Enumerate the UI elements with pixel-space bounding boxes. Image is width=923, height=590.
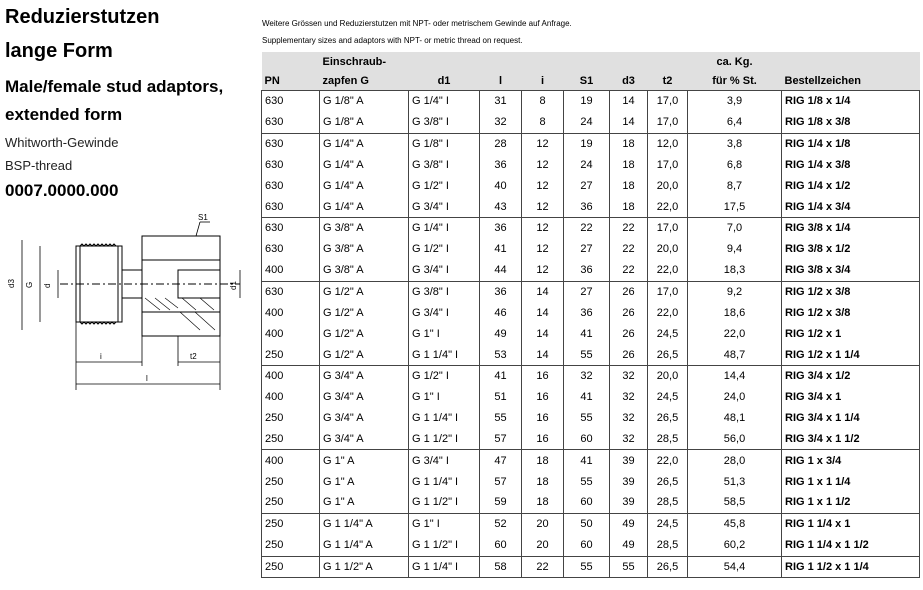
table-cell: 14	[610, 91, 648, 112]
table-header-top	[262, 52, 920, 71]
table-header	[262, 71, 920, 91]
table-row	[262, 196, 920, 217]
table-cell: 16	[522, 408, 564, 429]
table-cell: 36	[480, 155, 522, 176]
table-row	[262, 408, 920, 429]
table-cell: 17,0	[648, 218, 688, 239]
table-cell: 630	[262, 281, 320, 302]
table-cell: 51,3	[688, 471, 782, 492]
table-cell: 22,0	[648, 260, 688, 281]
label-d1: d1	[229, 281, 238, 290]
table-row	[262, 344, 920, 365]
table-cell: 27	[564, 175, 610, 196]
note-de: Weitere Grössen und Reduzierstutzen mit NPT- oder metrischem Gewinde auf Anfrage.	[262, 19, 572, 28]
table-cell: 24,5	[648, 387, 688, 408]
table-row	[262, 260, 920, 281]
table-cell: G 3/8" A	[320, 260, 409, 281]
table-cell: G 1 1/4" I	[409, 344, 480, 365]
table-cell: 20	[522, 513, 564, 534]
table-cell: 26,5	[648, 556, 688, 578]
table-cell: 41	[564, 387, 610, 408]
table-cell: 18	[522, 471, 564, 492]
table-cell: 14,4	[688, 365, 782, 386]
table-cell: 19	[564, 91, 610, 112]
table-row	[262, 535, 920, 556]
table-cell: 55	[610, 556, 648, 578]
table-cell: 18	[610, 196, 648, 217]
thread-de: Whitworth-Gewinde	[5, 135, 119, 150]
table-cell: G 1" I	[409, 387, 480, 408]
table-cell: 60,2	[688, 535, 782, 556]
table-cell: 36	[480, 218, 522, 239]
table-cell: G 1/2" A	[320, 344, 409, 365]
order-code-cell: RIG 1/4 x 3/8	[782, 155, 920, 176]
label-i: i	[100, 352, 102, 361]
order-code-cell: RIG 1 1/4 x 1	[782, 513, 920, 534]
table-cell: G 1" I	[409, 323, 480, 344]
table-cell: 41	[564, 450, 610, 471]
subtitle-line2: extended form	[5, 105, 123, 124]
table-cell: 6,8	[688, 155, 782, 176]
table-cell: 8	[522, 91, 564, 112]
table-cell: 26	[610, 344, 648, 365]
table-cell: G 3/4" I	[409, 196, 480, 217]
table-cell: 12,0	[648, 133, 688, 154]
table-cell: 41	[564, 323, 610, 344]
label-l: l	[146, 374, 148, 383]
table-cell: 18,3	[688, 260, 782, 281]
table-cell: G 1 1/2" I	[409, 429, 480, 450]
table-cell: G 1/8" A	[320, 112, 409, 133]
thread-en: BSP-thread	[5, 158, 73, 173]
table-cell: 12	[522, 155, 564, 176]
table-cell: 3,8	[688, 133, 782, 154]
column-header: i	[522, 71, 564, 91]
title-line1: Reduzierstutzen	[5, 6, 160, 28]
table-cell: 32	[480, 112, 522, 133]
order-code-cell: RIG 3/4 x 1	[782, 387, 920, 408]
table-cell: 39	[610, 471, 648, 492]
table-cell: 28,5	[648, 429, 688, 450]
label-s1: S1	[198, 213, 208, 222]
table-cell: G 1" I	[409, 513, 480, 534]
label-d3: d3	[7, 279, 16, 288]
table-row	[262, 91, 920, 112]
table-cell: G 1 1/2" I	[409, 535, 480, 556]
order-code-cell: RIG 3/4 x 1 1/4	[782, 408, 920, 429]
table-cell: 630	[262, 196, 320, 217]
table-cell: 55	[564, 408, 610, 429]
table-cell: 24	[564, 112, 610, 133]
table-cell: G 1 1/4" A	[320, 535, 409, 556]
table-cell: 14	[522, 281, 564, 302]
table-cell: 57	[480, 429, 522, 450]
table-row	[262, 218, 920, 239]
order-code-cell: RIG 1 1/2 x 1 1/4	[782, 556, 920, 578]
table-cell: 22,0	[648, 302, 688, 323]
subtitle-line1: Male/female stud adaptors,	[5, 77, 224, 96]
order-code-cell: RIG 1/4 x 1/8	[782, 133, 920, 154]
table-cell: 45,8	[688, 513, 782, 534]
column-header: für % St.	[688, 71, 782, 91]
table-cell: 17,0	[648, 112, 688, 133]
table-row	[262, 492, 920, 513]
table-cell: 18	[610, 175, 648, 196]
table-cell: G 3/4" I	[409, 450, 480, 471]
table-cell: 19	[564, 133, 610, 154]
table-cell: 36	[564, 260, 610, 281]
table-cell: 20,0	[648, 365, 688, 386]
table-cell: 54,4	[688, 556, 782, 578]
note-en: Supplementary sizes and adaptors with NPT- or metric thread on request.	[262, 36, 523, 45]
table-cell: 16	[522, 429, 564, 450]
table-cell: 46	[480, 302, 522, 323]
table-cell: G 1/2" I	[409, 365, 480, 386]
table-cell: 630	[262, 112, 320, 133]
table-cell: 630	[262, 175, 320, 196]
order-code-cell: RIG 1/2 x 3/8	[782, 302, 920, 323]
table-cell: 22	[610, 260, 648, 281]
table-cell: 12	[522, 239, 564, 260]
table-cell: G 3/8" I	[409, 281, 480, 302]
table-cell: 20	[522, 535, 564, 556]
column-header: d1	[409, 71, 480, 91]
table-cell: G 1/4" A	[320, 133, 409, 154]
article-number: 0007.0000.000	[5, 181, 119, 200]
table-row	[262, 133, 920, 154]
table-cell: 8	[522, 112, 564, 133]
order-code-cell: RIG 3/4 x 1 1/2	[782, 429, 920, 450]
dimensions-table	[261, 52, 920, 578]
table-cell: 22,0	[688, 323, 782, 344]
table-cell: 32	[610, 387, 648, 408]
section-hatching	[145, 298, 215, 330]
title-line2: lange Form	[5, 40, 113, 62]
table-cell: G 3/4" A	[320, 387, 409, 408]
table-cell: 53	[480, 344, 522, 365]
table-row	[262, 281, 920, 302]
table-cell: 400	[262, 387, 320, 408]
order-code-cell: RIG 1 x 3/4	[782, 450, 920, 471]
table-cell: G 1/4" I	[409, 91, 480, 112]
order-code-cell: RIG 1/2 x 1 1/4	[782, 344, 920, 365]
column-header: zapfen G	[320, 71, 409, 91]
table-cell: 250	[262, 429, 320, 450]
table-cell: 60	[564, 492, 610, 513]
table-cell: 31	[480, 91, 522, 112]
table-cell: 49	[480, 323, 522, 344]
table-cell: 50	[564, 513, 610, 534]
table-cell: 39	[610, 492, 648, 513]
table-cell: 40	[480, 175, 522, 196]
table-cell: G 3/4" A	[320, 365, 409, 386]
hex-body	[142, 236, 220, 336]
table-cell: 400	[262, 260, 320, 281]
table-cell: 41	[480, 365, 522, 386]
order-code-cell: RIG 3/4 x 1/2	[782, 365, 920, 386]
column-header: d3	[610, 71, 648, 91]
table-cell: 18	[522, 492, 564, 513]
table-row	[262, 302, 920, 323]
table-cell: 24,0	[688, 387, 782, 408]
table-cell: 55	[564, 344, 610, 365]
table-cell: G 1 1/2" A	[320, 556, 409, 578]
table-cell: 57	[480, 471, 522, 492]
table-cell: 630	[262, 239, 320, 260]
table-cell: 26	[610, 302, 648, 323]
table-cell: 250	[262, 471, 320, 492]
table-cell: 59	[480, 492, 522, 513]
table-row	[262, 450, 920, 471]
table-cell: 60	[480, 535, 522, 556]
table-cell: 28,5	[648, 492, 688, 513]
table-cell: 49	[610, 513, 648, 534]
order-code-cell: RIG 1 1/4 x 1 1/2	[782, 535, 920, 556]
table-cell: 26,5	[648, 471, 688, 492]
table-cell: 18	[522, 450, 564, 471]
table-cell: G 1/2" A	[320, 302, 409, 323]
table-cell: G 1 1/4" I	[409, 556, 480, 578]
table-cell: 22	[610, 239, 648, 260]
order-code-cell: RIG 1/4 x 3/4	[782, 196, 920, 217]
table-cell: 43	[480, 196, 522, 217]
table-cell: 56,0	[688, 429, 782, 450]
table-cell: 250	[262, 513, 320, 534]
table-row	[262, 387, 920, 408]
table-cell: 27	[564, 239, 610, 260]
table-cell: 28	[480, 133, 522, 154]
table-cell: 36	[480, 281, 522, 302]
table-cell: 22	[610, 218, 648, 239]
column-header: S1	[564, 71, 610, 91]
table-cell: 24	[564, 155, 610, 176]
table-cell: 44	[480, 260, 522, 281]
table-cell: 12	[522, 133, 564, 154]
dimension-lines	[22, 222, 240, 390]
table-row	[262, 323, 920, 344]
table-row	[262, 175, 920, 196]
table-cell: G 3/8" I	[409, 112, 480, 133]
table-cell: 28,0	[688, 450, 782, 471]
order-code-cell: RIG 1/8 x 1/4	[782, 91, 920, 112]
adaptor-outline	[60, 236, 240, 336]
technical-drawing	[0, 200, 255, 400]
table-cell: 24,5	[648, 513, 688, 534]
table-cell: G 3/8" A	[320, 218, 409, 239]
table-cell: G 3/4" I	[409, 302, 480, 323]
table-cell: 22	[522, 556, 564, 578]
table-cell: G 3/4" A	[320, 429, 409, 450]
table-cell: 250	[262, 408, 320, 429]
table-cell: 32	[610, 408, 648, 429]
table-cell: 27	[564, 281, 610, 302]
table-cell: 58	[480, 556, 522, 578]
order-code-cell: RIG 1/4 x 1/2	[782, 175, 920, 196]
table-cell: 26	[610, 323, 648, 344]
table-cell: G 1/4" A	[320, 155, 409, 176]
table-cell: 400	[262, 302, 320, 323]
table-cell: 6,4	[688, 112, 782, 133]
table-cell: 7,0	[688, 218, 782, 239]
table-cell: 630	[262, 133, 320, 154]
table-cell: 51	[480, 387, 522, 408]
order-code-cell: RIG 3/8 x 3/4	[782, 260, 920, 281]
order-code-cell: RIG 1/8 x 3/8	[782, 112, 920, 133]
table-row	[262, 556, 920, 578]
order-code-cell: RIG 1/2 x 3/8	[782, 281, 920, 302]
column-header: Bestellzeichen	[782, 71, 920, 91]
table-cell: 250	[262, 344, 320, 365]
table-row	[262, 239, 920, 260]
table-cell: 630	[262, 218, 320, 239]
table-cell: G 3/8" I	[409, 155, 480, 176]
table-cell: 14	[610, 112, 648, 133]
table-cell: 14	[522, 323, 564, 344]
table-cell: 22,0	[648, 450, 688, 471]
table-cell: 32	[564, 365, 610, 386]
label-g: G	[25, 281, 34, 288]
order-code-cell: RIG 3/8 x 1/4	[782, 218, 920, 239]
table-cell: 250	[262, 556, 320, 578]
table-cell: 18	[610, 133, 648, 154]
table-cell: 20,0	[648, 239, 688, 260]
table-cell: 12	[522, 175, 564, 196]
table-cell: 17,0	[648, 155, 688, 176]
table-cell: 14	[522, 302, 564, 323]
header-kg: ca. Kg.	[688, 52, 782, 71]
table-cell: G 3/8" A	[320, 239, 409, 260]
table-cell: 630	[262, 155, 320, 176]
table-cell: 36	[564, 196, 610, 217]
order-code-cell: RIG 3/8 x 1/2	[782, 239, 920, 260]
order-code-cell: RIG 1/2 x 1	[782, 323, 920, 344]
table-cell: 16	[522, 365, 564, 386]
table-cell: 55	[564, 471, 610, 492]
table-cell: 24,5	[648, 323, 688, 344]
table-cell: 48,7	[688, 344, 782, 365]
table-cell: G 3/4" I	[409, 260, 480, 281]
table-cell: G 1/4" A	[320, 175, 409, 196]
table-cell: 47	[480, 450, 522, 471]
table-cell: 26	[610, 281, 648, 302]
table-cell: 3,9	[688, 91, 782, 112]
header-einschraub: Einschraub-	[320, 52, 409, 71]
column-header: t2	[648, 71, 688, 91]
table-cell: 52	[480, 513, 522, 534]
column-header: PN	[262, 71, 320, 91]
table-cell: G 1" A	[320, 471, 409, 492]
table-cell: 20,0	[648, 175, 688, 196]
table-cell: 400	[262, 323, 320, 344]
table-row	[262, 112, 920, 133]
table-cell: 9,4	[688, 239, 782, 260]
table-cell: G 1/4" I	[409, 218, 480, 239]
table-cell: 58,5	[688, 492, 782, 513]
table-row	[262, 365, 920, 386]
table-cell: 18,6	[688, 302, 782, 323]
table-cell: 9,2	[688, 281, 782, 302]
table-cell: 36	[564, 302, 610, 323]
table-cell: G 1 1/4" I	[409, 408, 480, 429]
column-header: l	[480, 71, 522, 91]
table-cell: G 1" A	[320, 450, 409, 471]
table-cell: 17,5	[688, 196, 782, 217]
table-cell: 26,5	[648, 408, 688, 429]
table-cell: G 3/4" A	[320, 408, 409, 429]
table-cell: 400	[262, 450, 320, 471]
table-cell: 32	[610, 365, 648, 386]
table-row	[262, 155, 920, 176]
table-cell: 22	[564, 218, 610, 239]
table-cell: G 1 1/4" A	[320, 513, 409, 534]
table-cell: G 1/2" A	[320, 323, 409, 344]
table-cell: 12	[522, 196, 564, 217]
table-cell: 630	[262, 91, 320, 112]
order-code-cell: RIG 1 x 1 1/4	[782, 471, 920, 492]
table-cell: 49	[610, 535, 648, 556]
table-cell: 22,0	[648, 196, 688, 217]
table-cell: 60	[564, 535, 610, 556]
table-cell: G 1 1/4" I	[409, 471, 480, 492]
label-t2: t2	[190, 352, 197, 361]
table-cell: G 1/8" I	[409, 133, 480, 154]
table-cell: 12	[522, 260, 564, 281]
table-cell: 17,0	[648, 281, 688, 302]
order-code-cell: RIG 1 x 1 1/2	[782, 492, 920, 513]
table-cell: G 1/2" I	[409, 239, 480, 260]
table-cell: G 1/2" A	[320, 281, 409, 302]
table-cell: 39	[610, 450, 648, 471]
table-cell: 28,5	[648, 535, 688, 556]
table-row	[262, 471, 920, 492]
table-cell: 48,1	[688, 408, 782, 429]
table-cell: G 1 1/2" I	[409, 492, 480, 513]
table-cell: 18	[610, 155, 648, 176]
table-cell: 60	[564, 429, 610, 450]
table-cell: 400	[262, 365, 320, 386]
table-cell: 26,5	[648, 344, 688, 365]
table-cell: 250	[262, 492, 320, 513]
table-cell: 17,0	[648, 91, 688, 112]
table-row	[262, 429, 920, 450]
table-cell: 32	[610, 429, 648, 450]
table-row	[262, 513, 920, 534]
table-cell: G 1/4" A	[320, 196, 409, 217]
table-cell: 250	[262, 535, 320, 556]
table-cell: G 1/8" A	[320, 91, 409, 112]
table-cell: G 1/2" I	[409, 175, 480, 196]
table-cell: 8,7	[688, 175, 782, 196]
table-cell: 12	[522, 218, 564, 239]
table-cell: 16	[522, 387, 564, 408]
table-cell: G 1" A	[320, 492, 409, 513]
table-cell: 55	[564, 556, 610, 578]
label-d: d	[43, 283, 52, 288]
table-cell: 41	[480, 239, 522, 260]
table-cell: 14	[522, 344, 564, 365]
table-cell: 55	[480, 408, 522, 429]
